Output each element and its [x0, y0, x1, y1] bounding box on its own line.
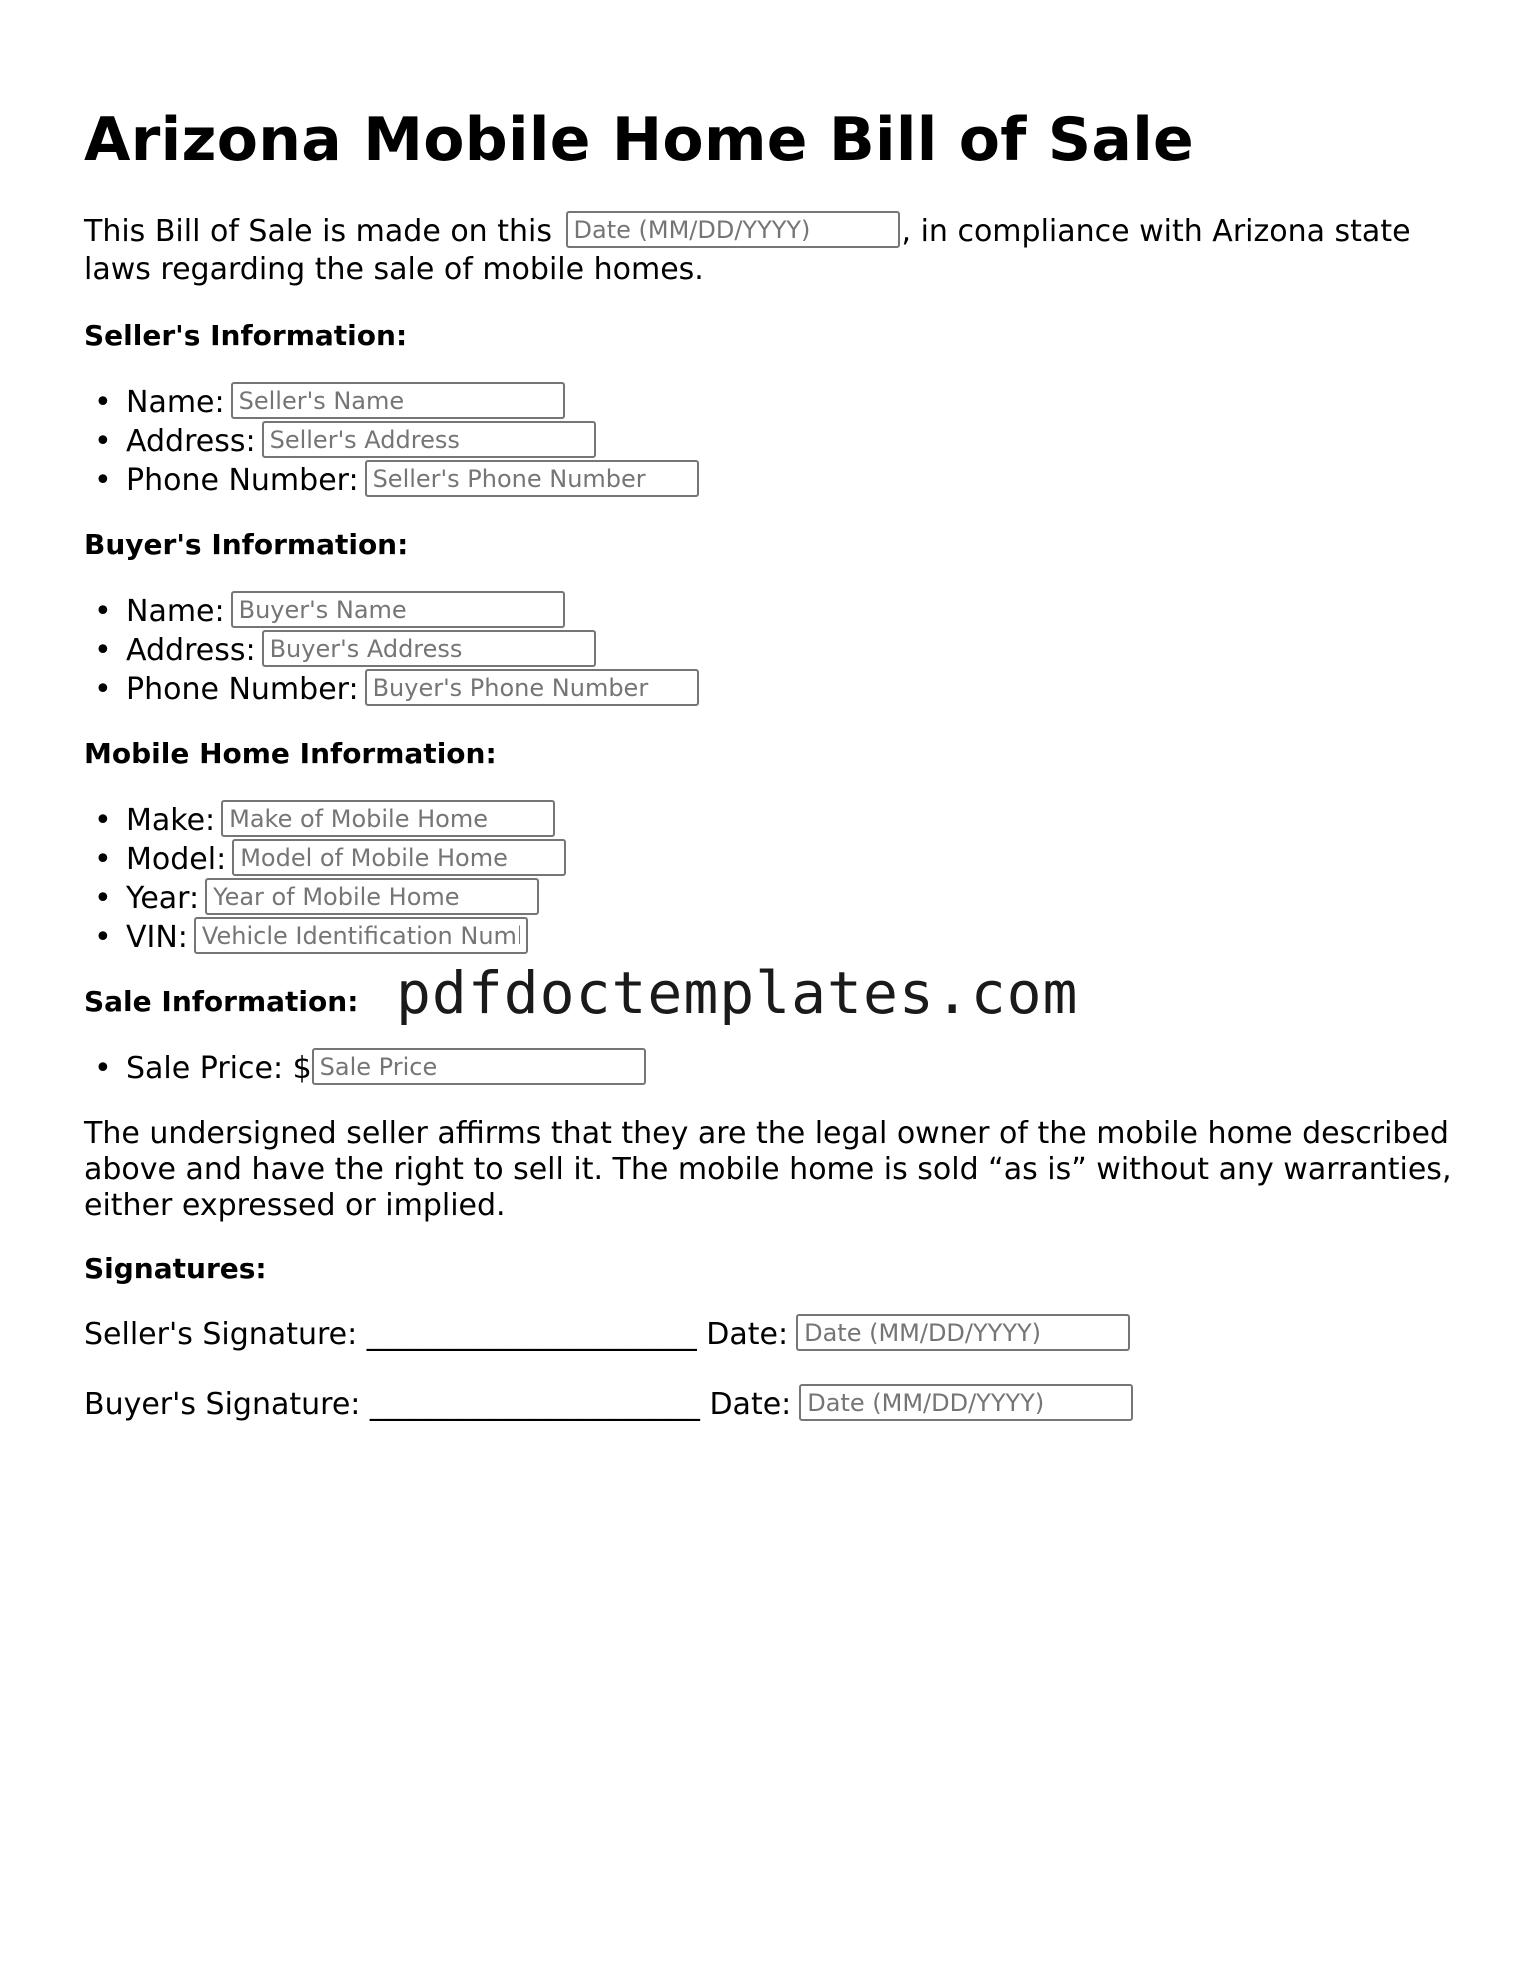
seller-signature-label: Seller's Signature: ______________________ Date:	[84, 1317, 789, 1352]
vin-label: VIN:	[126, 920, 188, 955]
make-label: Make:	[126, 803, 216, 838]
make-input[interactable]	[221, 800, 555, 837]
year-input[interactable]	[205, 878, 539, 915]
seller-address-input[interactable]	[262, 421, 596, 458]
buyer-list	[84, 592, 1464, 709]
seller-address-label: Address:	[126, 424, 256, 459]
vin-input[interactable]	[194, 917, 528, 954]
buyer-address-label: Address:	[126, 633, 256, 668]
sale-price-label: Sale Price: $	[126, 1051, 312, 1086]
seller-date-input[interactable]	[796, 1314, 1130, 1351]
buyer-date-input[interactable]	[799, 1384, 1133, 1421]
affirmation-paragraph: The undersigned seller affirms that they are the legal owner of the mobile home described above and have the right to sell it. The mobile home is sold “as is” without any warranties, either expressed or implied.	[84, 1116, 1452, 1223]
seller-name-item	[126, 383, 1464, 422]
document-page	[84, 0, 1464, 1424]
make-item	[126, 801, 1464, 840]
seller-name-label: Name:	[126, 385, 225, 420]
mobile-home-heading: Mobile Home Information:	[84, 737, 497, 770]
buyer-phone-item	[126, 670, 1464, 709]
watermark: pdfdoctemplates.com	[396, 959, 1079, 1027]
buyer-phone-input[interactable]	[365, 669, 699, 706]
seller-signature-row	[84, 1316, 1464, 1354]
model-input[interactable]	[232, 839, 566, 876]
intro-text-after: , in compliance with Arizona state laws regarding the sale of mobile homes.	[84, 214, 1411, 287]
seller-phone-input[interactable]	[365, 460, 699, 497]
intro-paragraph	[84, 213, 1444, 289]
buyer-signature-label: Buyer's Signature: ______________________ Date:	[84, 1387, 792, 1422]
bill-date-input[interactable]	[566, 211, 900, 248]
buyer-name-item	[126, 592, 1464, 631]
sale-price-item	[126, 1049, 1464, 1088]
seller-phone-item	[126, 461, 1464, 500]
buyer-heading: Buyer's Information:	[84, 528, 409, 561]
sale-price-input[interactable]	[312, 1048, 646, 1085]
vin-item	[126, 918, 1464, 957]
intro-text-before: This Bill of Sale is made on this	[84, 214, 562, 249]
seller-list	[84, 383, 1464, 500]
year-item	[126, 879, 1464, 918]
sale-list	[84, 1049, 1464, 1088]
seller-address-item	[126, 422, 1464, 461]
signatures-heading: Signatures:	[84, 1252, 267, 1285]
model-item	[126, 840, 1464, 879]
document-title: Arizona Mobile Home Bill of Sale	[84, 105, 1195, 175]
sale-heading: Sale Information:	[84, 985, 359, 1018]
seller-phone-label: Phone Number:	[126, 463, 359, 498]
buyer-signature-row	[84, 1386, 1464, 1424]
year-label: Year:	[126, 881, 200, 916]
buyer-name-label: Name:	[126, 594, 225, 629]
buyer-address-item	[126, 631, 1464, 670]
buyer-phone-label: Phone Number:	[126, 672, 359, 707]
seller-name-input[interactable]	[231, 382, 565, 419]
buyer-address-input[interactable]	[262, 630, 596, 667]
mobile-home-list	[84, 801, 1464, 957]
seller-heading: Seller's Information:	[84, 319, 408, 352]
buyer-name-input[interactable]	[231, 591, 565, 628]
model-label: Model:	[126, 842, 227, 877]
